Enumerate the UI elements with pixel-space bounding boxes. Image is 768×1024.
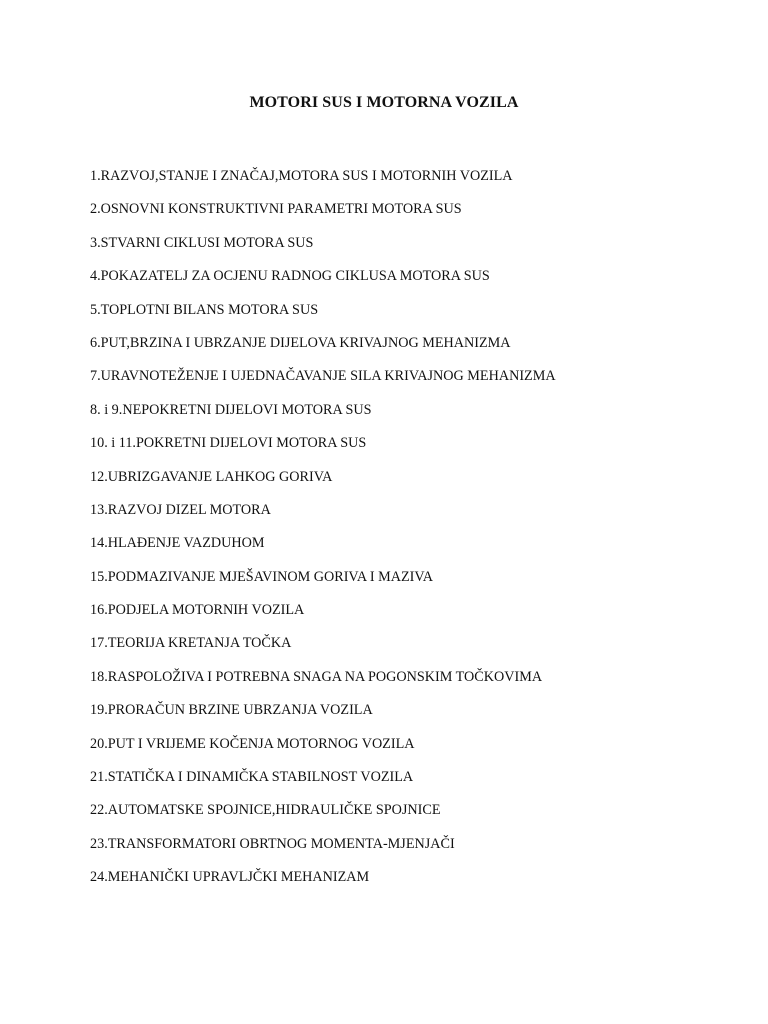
topic-item: 7.URAVNOTEŽENJE I UJEDNAČAVANJE SILA KRIVAJNOG MEHANIZMA [90,368,556,385]
topic-item: 1.RAZVOJ,STANJE I ZNAČAJ,MOTORA SUS I MOTORNIH VOZILA [90,168,513,184]
topic-item: 22.AUTOMATSKE SPOJNICE,HIDRAULIČKE SPOJNICE [90,802,441,819]
topic-item: 21.STATIČKA I DINAMIČKA STABILNOST VOZILA [90,769,414,786]
topic-item: 15.PODMAZIVANJE MJEŠAVINOM GORIVA I MAZIVA [90,568,434,585]
topic-item: 19.PRORAČUN BRZINE UBRZANJA VOZILA [90,702,373,719]
topic-item: 10. i 11.POKRETNI DIJELOVI MOTORA SUS [90,435,367,452]
topic-item: 6.PUT,BRZINA I UBRZANJE DIJELOVA KRIVAJNOG MEHANIZMA [90,334,511,351]
topic-item: 12.UBRIZGAVANJE LAHKOG GORIVA [90,468,333,485]
topic-list [90,166,730,901]
topic-item: 17.TEORIJA KRETANJA TOČKA [90,635,292,652]
topic-item: 3.STVARNI CIKLUSI MOTORA SUS [90,234,314,251]
topic-item: 18.RASPOLOŽIVA I POTREBNA SNAGA NA POGONSKIM TOČKOVIMA [90,668,543,685]
topic-item: 4.POKAZATELJ ZA OCJENU RADNOG CIKLUSA MOTORA SUS [90,268,490,285]
topic-item: 14.HLAĐENJE VAZDUHOM [90,535,265,552]
topic-item: 24.MEHANIČKI UPRAVLJČKI MEHANIZAM [90,869,370,886]
topic-item: 23.TRANSFORMATORI OBRTNOG MOMENTA-MJENJAČI [90,835,455,852]
topic-item: 13.RAZVOJ DIZEL MOTORA [90,501,271,518]
topic-item: 2.OSNOVNI KONSTRUKTIVNI PARAMETRI MOTORA SUS [90,201,462,218]
document-title: MOTORI SUS I MOTORNA VOZILA [249,94,519,111]
topic-item: 16.PODJELA MOTORNIH VOZILA [90,602,305,619]
topic-item: 5.TOPLOTNI BILANS MOTORA SUS [90,301,319,318]
topic-item: 8. i 9.NEPOKRETNI DIJELOVI MOTORA SUS [90,401,372,418]
topic-item: 20.PUT I VRIJEME KOČENJA MOTORNOG VOZILA [90,735,415,752]
